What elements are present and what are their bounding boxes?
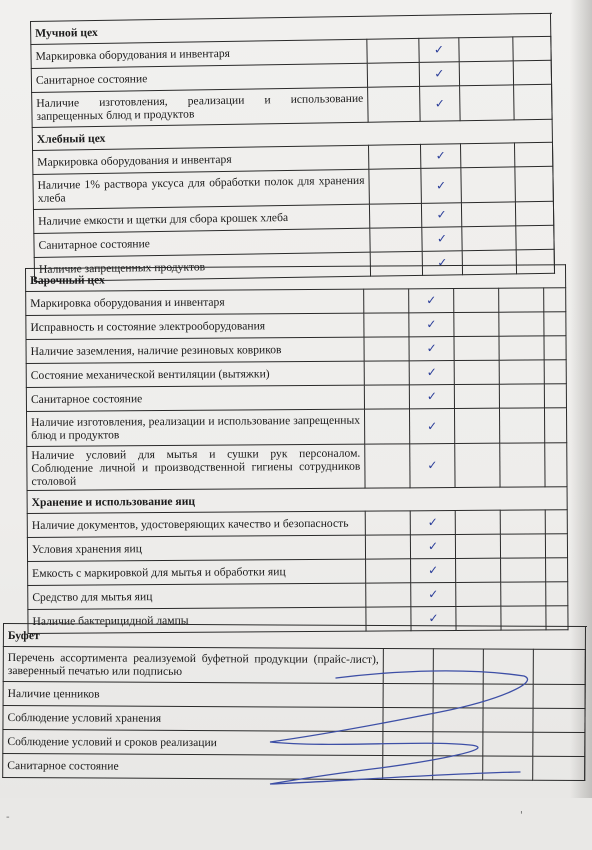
checkmark-icon: ✓ xyxy=(409,385,454,409)
empty-cell xyxy=(364,385,409,409)
empty-cell xyxy=(500,534,545,558)
empty-cell xyxy=(499,336,544,360)
checklist-row xyxy=(27,408,567,447)
empty-cell xyxy=(544,288,566,312)
checklist-item-label: Наличие условий для мытья и сушки рук персоналом. Соблюдение личной и производственной гигиены сотрудников столовой xyxy=(27,444,365,490)
checklist-table xyxy=(30,13,555,282)
checkmark-icon: ✓ xyxy=(422,251,462,276)
section-title: Варочный цех xyxy=(26,265,566,292)
empty-cell xyxy=(483,708,533,732)
checkmark-icon: ✓ xyxy=(422,227,462,252)
empty-cell xyxy=(499,312,544,336)
empty-cell xyxy=(455,510,500,534)
empty-cell xyxy=(459,61,513,86)
empty-cell xyxy=(367,38,419,63)
empty-cell xyxy=(370,227,422,252)
checklist-item-label: Соблюдение условий и сроков реализации xyxy=(3,730,383,756)
empty-cell xyxy=(383,755,433,779)
empty-cell xyxy=(533,756,585,780)
checkmark-icon: ✓ xyxy=(421,168,462,204)
empty-cell xyxy=(433,684,483,708)
empty-cell xyxy=(500,510,545,534)
checkmark-icon: ✓ xyxy=(410,535,455,559)
empty-cell xyxy=(455,443,500,487)
checkmark-icon: ✓ xyxy=(409,361,454,385)
margin-tick: ' xyxy=(520,810,523,821)
empty-cell xyxy=(433,756,483,780)
margin-dash: - xyxy=(6,812,10,823)
checkmark-icon: ✓ xyxy=(411,583,456,607)
empty-cell xyxy=(553,166,554,201)
empty-cell xyxy=(544,384,566,408)
empty-cell xyxy=(364,361,409,385)
empty-cell xyxy=(383,707,433,731)
empty-cell xyxy=(546,582,568,606)
empty-cell xyxy=(545,534,567,558)
empty-cell xyxy=(461,202,515,227)
empty-cell xyxy=(516,225,554,250)
section-row xyxy=(3,624,585,650)
checklist-item-label: Маркировка оборудования и инвентаря xyxy=(31,39,367,68)
checkmark-icon: ✓ xyxy=(409,289,454,313)
checklist-row xyxy=(3,754,585,781)
empty-cell xyxy=(513,36,551,61)
empty-cell xyxy=(454,408,499,443)
checklist-row xyxy=(27,443,567,491)
empty-cell xyxy=(366,583,411,607)
checklist-item-label: Наличие 1% раствора уксуса для обработки полок для хранения хлеба xyxy=(33,169,370,209)
section-title: Мучной цех xyxy=(31,13,551,44)
checklist-row xyxy=(3,647,585,685)
empty-cell xyxy=(546,558,568,582)
checklist-row xyxy=(3,706,585,733)
checkmark-icon: ✓ xyxy=(409,337,454,361)
empty-cell xyxy=(500,443,545,487)
checklist-row xyxy=(3,682,585,709)
checklist-item-label: Перечень ассортимента реализуемой буфетной продукции (прайс-лист), заверенный печатью или подписью xyxy=(3,647,383,684)
empty-cell xyxy=(383,683,433,707)
checklist-item-label: Соблюдение условий хранения xyxy=(3,706,383,732)
empty-cell xyxy=(368,86,421,122)
empty-cell xyxy=(454,288,499,312)
empty-cell xyxy=(499,384,544,408)
checklist-item-label: Санитарное состояние xyxy=(3,754,383,780)
empty-cell xyxy=(454,360,499,384)
checklist-item-label: Маркировка оборудования и инвентаря xyxy=(26,289,364,315)
empty-cell xyxy=(433,732,483,756)
empty-cell xyxy=(365,511,410,535)
checkmark-icon: ✓ xyxy=(420,86,461,122)
empty-cell xyxy=(499,288,544,312)
empty-cell xyxy=(514,84,553,120)
checklist-item-label: Наличие документов, удостоверяющих качество и безопасность xyxy=(27,511,365,537)
empty-cell xyxy=(365,444,410,488)
checklist-item-label: Наличие ценников xyxy=(3,682,383,708)
empty-cell xyxy=(514,142,552,167)
empty-cell xyxy=(483,684,533,708)
empty-cell xyxy=(483,756,533,780)
checklist-table xyxy=(25,264,569,634)
section-title: Хранение и использование яиц xyxy=(27,487,567,514)
empty-cell xyxy=(456,582,501,606)
empty-cell xyxy=(366,559,411,583)
empty-cell xyxy=(544,312,566,336)
empty-cell xyxy=(533,732,585,756)
checklist-item-label: Санитарное состояние xyxy=(34,228,370,257)
checkmark-icon: ✓ xyxy=(410,511,455,535)
empty-cell xyxy=(499,408,544,443)
checklist-item-label: Средство для мытья яиц xyxy=(28,583,366,609)
checkmark-icon: ✓ xyxy=(419,62,459,87)
empty-cell xyxy=(460,143,514,168)
empty-cell xyxy=(533,649,585,684)
empty-cell xyxy=(433,649,483,684)
empty-cell xyxy=(455,534,500,558)
empty-cell xyxy=(533,708,585,732)
checkmark-icon: ✓ xyxy=(421,203,461,228)
empty-cell xyxy=(460,85,515,121)
empty-cell xyxy=(545,443,567,487)
checkmark-icon: ✓ xyxy=(419,38,459,63)
checklist-item-label: Емкость с маркировкой для мытья и обработки яиц xyxy=(28,559,366,585)
checkmark-icon: ✓ xyxy=(410,444,455,488)
empty-cell xyxy=(483,732,533,756)
empty-cell xyxy=(365,535,410,559)
empty-cell xyxy=(433,708,483,732)
empty-cell xyxy=(501,582,546,606)
empty-cell xyxy=(544,360,566,384)
empty-cell xyxy=(499,360,544,384)
empty-cell xyxy=(552,84,553,119)
empty-cell xyxy=(515,201,553,226)
checkmark-icon: ✓ xyxy=(409,409,454,444)
checklist-table xyxy=(2,623,586,781)
empty-cell xyxy=(364,337,409,361)
empty-cell xyxy=(364,313,409,337)
empty-cell xyxy=(364,289,409,313)
empty-cell xyxy=(483,649,533,684)
checklist-item-label: Санитарное состояние xyxy=(26,385,364,411)
empty-cell xyxy=(383,648,433,683)
checklist-item-label: Исправность и состояние электрооборудования xyxy=(26,313,364,339)
empty-cell xyxy=(459,37,513,62)
checklist-item-label: Наличие емкости и щетки для сбора крошек хлеба xyxy=(33,204,369,233)
section-title: Буфет xyxy=(3,624,585,650)
checklist-item-label: Условия хранения яиц xyxy=(27,535,365,561)
checkmark-icon: ✓ xyxy=(411,607,456,631)
empty-cell xyxy=(545,510,567,534)
checkmark-icon: ✓ xyxy=(411,559,456,583)
empty-cell xyxy=(461,167,516,203)
checklist-item-label: Состояние механической вентиляции (вытяжки) xyxy=(26,361,364,387)
checklist-item-label: Наличие изготовления, реализации и использование запрещенных блюд и продуктов xyxy=(27,409,365,446)
empty-cell xyxy=(533,684,585,708)
empty-cell xyxy=(454,312,499,336)
empty-cell xyxy=(367,62,419,87)
empty-cell xyxy=(515,166,554,202)
empty-cell xyxy=(544,336,566,360)
empty-cell xyxy=(462,226,516,251)
empty-cell xyxy=(454,384,499,408)
checkmark-icon: ✓ xyxy=(420,144,460,169)
section-title: Хлебный цех xyxy=(32,119,552,150)
checklist-item-label: Наличие бактерицидной лампы xyxy=(28,607,366,633)
checklist-item-label: Наличие запрещенных продуктов xyxy=(34,252,370,281)
empty-cell xyxy=(368,144,420,169)
empty-cell xyxy=(501,558,546,582)
empty-cell xyxy=(369,168,422,204)
checklist-item-label: Наличие заземления, наличие резиновых ковриков xyxy=(26,337,364,363)
checkmark-icon: ✓ xyxy=(409,313,454,337)
checklist-item-label: Маркировка оборудования и инвентаря xyxy=(33,145,369,174)
checklist-item-label: Санитарное состояние xyxy=(31,63,367,92)
empty-cell xyxy=(364,409,409,444)
empty-cell xyxy=(456,558,501,582)
empty-cell xyxy=(513,60,551,85)
empty-cell xyxy=(383,731,433,755)
page-bottom-margin xyxy=(0,798,592,850)
checklist-row xyxy=(3,730,585,757)
checklist-item-label: Наличие изготовления, реализации и использование запрещенных блюд и продуктов xyxy=(32,87,369,127)
empty-cell xyxy=(369,203,421,228)
empty-cell xyxy=(544,408,566,443)
empty-cell xyxy=(454,336,499,360)
